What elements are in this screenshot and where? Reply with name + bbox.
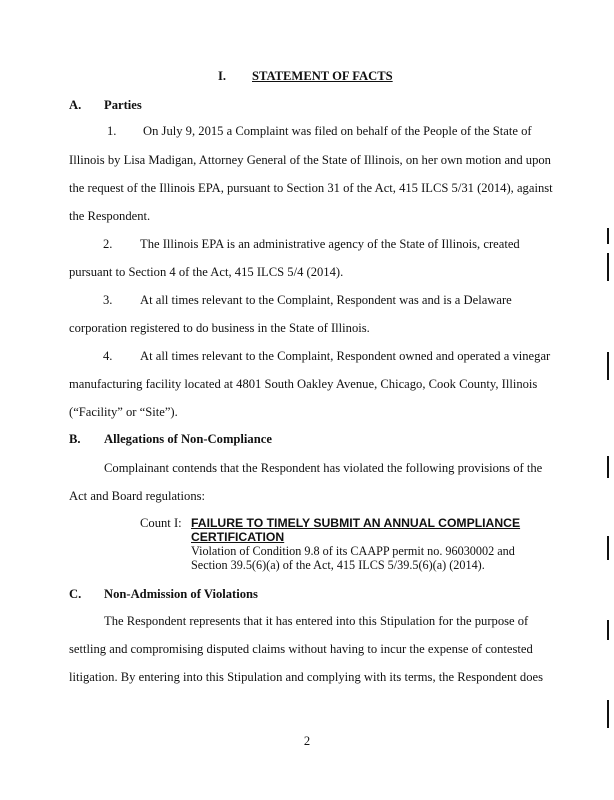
paragraph-line: Act and Board regulations:: [69, 489, 206, 503]
count-title-line: FAILURE TO TIMELY SUBMIT AN ANNUAL COMPLIANCE: [191, 516, 521, 530]
count-description-line: Section 39.5(6)(a) of the Act, 415 ILCS 5/39.5(6)(a) (2014).: [191, 558, 485, 572]
scan-edge-mark: [607, 253, 609, 281]
paragraph-number: 3.: [103, 293, 113, 307]
subheading-letter: B.: [69, 432, 81, 446]
paragraph-line: the request of the Illinois EPA, pursuant to Section 31 of the Act, 415 ILCS 5/31 (2014), against: [69, 181, 553, 195]
paragraph-number: 1.: [107, 124, 117, 138]
count-title-line: CERTIFICATION: [191, 530, 285, 544]
paragraph-line: litigation. By entering into this Stipulation and complying with its terms, the Respondent does: [69, 670, 543, 684]
scan-edge-mark: [607, 536, 609, 560]
count-description-line: Violation of Condition 9.8 of its CAAPP permit no. 96030002 and: [191, 544, 515, 558]
scan-edge-mark: [607, 352, 609, 380]
paragraph-line: Illinois by Lisa Madigan, Attorney General of the State of Illinois, on her own motion and upon: [69, 153, 551, 167]
subheading-letter: A.: [69, 98, 82, 112]
scan-edge-mark: [607, 456, 609, 478]
count-label: Count I:: [140, 516, 182, 530]
paragraph-number: 2.: [103, 237, 113, 251]
paragraph-line: settling and compromising disputed claims without having to incur the expense of contested: [69, 642, 533, 656]
count-description: [191, 544, 515, 572]
scan-edge-mark: [607, 228, 609, 244]
paragraph-line: Complainant contends that the Respondent has violated the following provisions of the: [104, 461, 543, 475]
paragraph-line: (“Facility” or “Site”).: [69, 405, 178, 419]
paragraph-line: At all times relevant to the Complaint, Respondent was and is a Delaware: [140, 293, 512, 307]
scan-edge-mark: [607, 700, 609, 728]
subheading-text: Allegations of Non-Compliance: [104, 432, 272, 446]
subheading-text: Non-Admission of Violations: [104, 587, 258, 601]
paragraph-line: corporation registered to do business in the State of Illinois.: [69, 321, 370, 335]
paragraph-line: manufacturing facility located at 4801 South Oakley Avenue, Chicago, Cook County, Illinois: [69, 377, 538, 391]
section-number: I.: [218, 69, 227, 83]
paragraph-line: The Respondent represents that it has entered into this Stipulation for the purpose of: [104, 614, 529, 628]
paragraph-number: 4.: [103, 349, 113, 363]
paragraph-line: The Illinois EPA is an administrative agency of the State of Illinois, created: [140, 237, 520, 251]
section-title: STATEMENT OF FACTS: [252, 69, 393, 83]
subheading-letter: C.: [69, 587, 82, 601]
paragraph-line: At all times relevant to the Complaint, Respondent owned and operated a vinegar: [140, 349, 551, 363]
paragraph-line: pursuant to Section 4 of the Act, 415 ILCS 5/4 (2014).: [69, 265, 344, 279]
paragraph-line: On July 9, 2015 a Complaint was filed on behalf of the People of the State of: [143, 124, 532, 138]
paragraph-line: the Respondent.: [69, 209, 151, 223]
subheading-text: Parties: [104, 98, 142, 112]
page-number: 2: [303, 734, 311, 748]
scan-edge-mark: [607, 620, 609, 640]
count-title: [191, 516, 520, 544]
